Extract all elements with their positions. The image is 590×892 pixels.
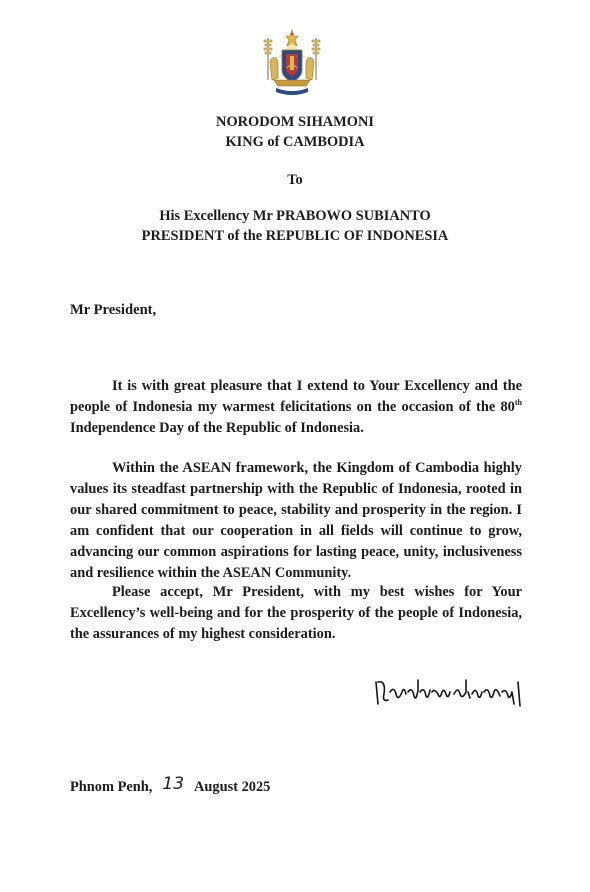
place-and-date [70,776,270,796]
place: Phnom Penh, [70,779,153,795]
salutation: Mr President, [70,302,157,318]
paragraph-asean-text: Within the ASEAN framework, the Kingdom of Cambodia highly values its steadfast partnership with the Republic of Indonesia, rooted in our shared commitment to peace, stability and prosperity in the region. I am confident that our cooperation in all fields will continue to grow, advancing our common aspirations for lasting peace, unity, inclusiveness and resilience within the ASEAN Community. [70,460,522,581]
ordinal-suffix: th [514,398,522,408]
month-year: August 2025 [194,779,271,795]
paragraph-felicitations-text-end: Independence Day of the Republic of Indonesia. [70,420,364,436]
paragraph-felicitations [70,376,522,439]
sender-name: NORODOM SIHAMONI [216,114,374,130]
paragraph-asean [70,458,522,584]
paragraph-closing-wishes-text: Please accept, Mr President, with my best wishes for Your Excellency’s well-being and for the prosperity of the people of Indonesia, the assurances of my highest consideration. [70,584,522,642]
handwritten-signature [372,674,532,710]
to-label: To [287,172,303,188]
recipient-name: His Excellency Mr PRABOWO SUBIANTO [159,208,431,224]
paragraph-felicitations-text: It is with great pleasure that I extend to Your Excellency and the people of Indonesia my warmest felicitations on the occasion of the 80 [70,378,522,415]
recipient-title: PRESIDENT of the REPUBLIC OF INDONESIA [141,228,449,244]
paragraph-closing-wishes [70,582,522,645]
handwritten-day: 13 [162,774,185,794]
sender-title: KING of CAMBODIA [225,134,365,150]
royal-crest-icon [260,28,324,96]
